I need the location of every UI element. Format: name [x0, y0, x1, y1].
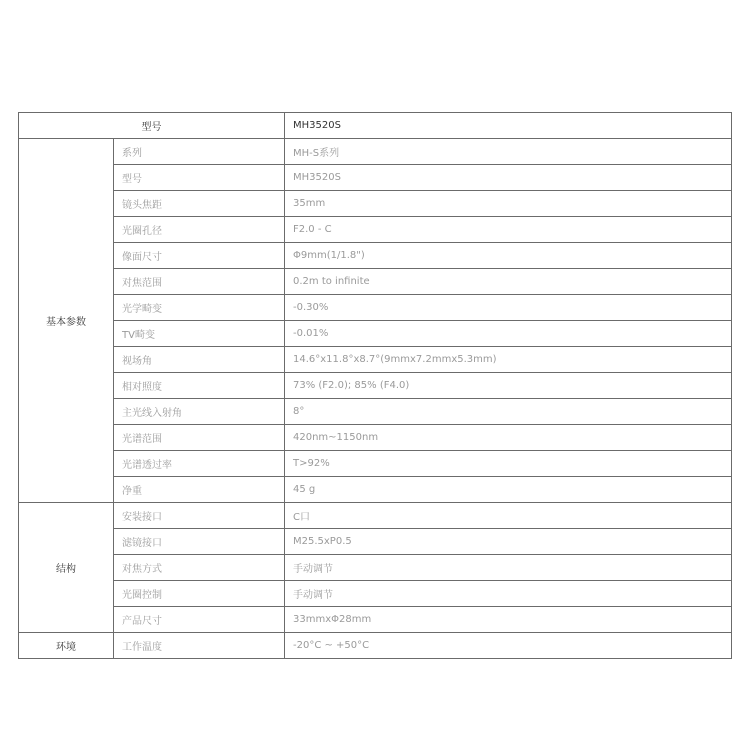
table-row	[19, 139, 732, 165]
group-label: 环境	[19, 633, 114, 659]
param-value: C口	[285, 503, 732, 529]
param-name: 光圈控制	[114, 581, 285, 607]
spec-table	[18, 112, 732, 659]
param-name: 视场角	[114, 347, 285, 373]
param-name: 光圈孔径	[114, 217, 285, 243]
param-value: 14.6°x11.8°x8.7°(9mmx7.2mmx5.3mm)	[285, 347, 732, 373]
param-value: T>92%	[285, 451, 732, 477]
spec-table-body	[19, 113, 732, 659]
model-value: MH3520S	[285, 113, 732, 139]
param-value: 手动调节	[285, 581, 732, 607]
table-row	[19, 165, 732, 191]
table-row	[19, 373, 732, 399]
param-name: 滤镜接口	[114, 529, 285, 555]
table-row	[19, 477, 732, 503]
param-name: 工作温度	[114, 633, 285, 659]
param-value: -0.01%	[285, 321, 732, 347]
param-value: M25.5xP0.5	[285, 529, 732, 555]
table-row	[19, 425, 732, 451]
param-value: 73% (F2.0); 85% (F4.0)	[285, 373, 732, 399]
param-value: 0.2m to infinite	[285, 269, 732, 295]
table-row	[19, 503, 732, 529]
table-row	[19, 633, 732, 659]
param-value: F2.0 - C	[285, 217, 732, 243]
table-row	[19, 347, 732, 373]
param-value: 8°	[285, 399, 732, 425]
table-row	[19, 399, 732, 425]
param-name: 镜头焦距	[114, 191, 285, 217]
param-name: TV畸变	[114, 321, 285, 347]
table-row	[19, 451, 732, 477]
header-row	[19, 113, 732, 139]
param-name: 对焦方式	[114, 555, 285, 581]
table-row	[19, 217, 732, 243]
table-row	[19, 555, 732, 581]
param-name: 产品尺寸	[114, 607, 285, 633]
table-row	[19, 529, 732, 555]
table-row	[19, 269, 732, 295]
param-value: 45 g	[285, 477, 732, 503]
param-name: 相对照度	[114, 373, 285, 399]
param-name: 光学畸变	[114, 295, 285, 321]
param-name: 主光线入射角	[114, 399, 285, 425]
param-value: -0.30%	[285, 295, 732, 321]
table-row	[19, 243, 732, 269]
model-label: 型号	[19, 113, 285, 139]
param-name: 安装接口	[114, 503, 285, 529]
param-name: 光谱透过率	[114, 451, 285, 477]
table-row	[19, 191, 732, 217]
param-name: 净重	[114, 477, 285, 503]
param-value: 35mm	[285, 191, 732, 217]
param-value: Φ9mm(1/1.8")	[285, 243, 732, 269]
param-name: 对焦范围	[114, 269, 285, 295]
param-value: MH3520S	[285, 165, 732, 191]
param-name: 像面尺寸	[114, 243, 285, 269]
param-value: MH-S系列	[285, 139, 732, 165]
param-value: 420nm~1150nm	[285, 425, 732, 451]
table-row	[19, 295, 732, 321]
param-value: 33mmxΦ28mm	[285, 607, 732, 633]
table-row	[19, 321, 732, 347]
table-row	[19, 607, 732, 633]
table-row	[19, 581, 732, 607]
param-name: 系列	[114, 139, 285, 165]
param-name: 型号	[114, 165, 285, 191]
group-label: 基本参数	[19, 139, 114, 503]
group-label: 结构	[19, 503, 114, 633]
param-name: 光谱范围	[114, 425, 285, 451]
param-value: 手动调节	[285, 555, 732, 581]
param-value: -20°C ~ +50°C	[285, 633, 732, 659]
